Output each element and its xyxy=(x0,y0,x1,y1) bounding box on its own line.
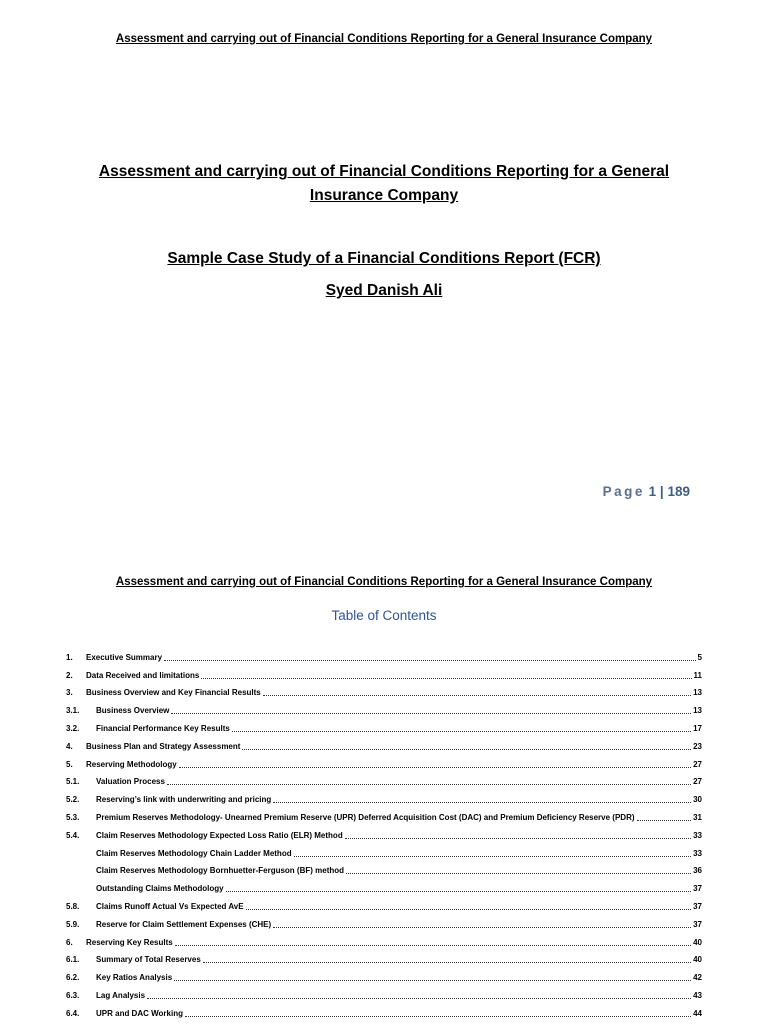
toc-entry[interactable] xyxy=(66,771,702,789)
toc-dot-leader xyxy=(201,678,691,679)
toc-entry-page: 43 xyxy=(693,990,702,1000)
toc-entry-number: 6.2. xyxy=(66,973,80,983)
toc-entry-page: 31 xyxy=(693,812,702,822)
toc-entry-title: Reserve for Claim Settlement Expenses (CHE) xyxy=(96,919,272,929)
toc-entry-title: Data Received and limitations xyxy=(86,670,200,680)
toc-dot-leader xyxy=(273,927,691,928)
toc-dot-leader xyxy=(179,767,691,768)
toc-entry[interactable] xyxy=(66,646,702,664)
toc-entry-page: 17 xyxy=(693,723,702,733)
page-number xyxy=(560,484,690,499)
toc-entry-title: UPR and DAC Working xyxy=(96,1008,183,1018)
toc-title: Table of Contents xyxy=(331,608,437,623)
toc-entry-page: 37 xyxy=(693,884,702,894)
toc-entry-number: 5.8. xyxy=(66,901,80,911)
running-header-2: Assessment and carrying out of Financial Conditions Reporting for a General Insurance Company xyxy=(115,576,653,588)
toc-entry-page: 11 xyxy=(693,670,702,680)
toc-entry[interactable] xyxy=(66,753,702,771)
toc-entry-number: 3. xyxy=(66,688,73,698)
toc-entry-title: Premium Reserves Methodology- Unearned Premium Reserve (UPR) Deferred Acquisition Cost (DAC) and Premium Deficiency Reserve (PDR) xyxy=(96,812,635,822)
toc-entry-number: 6.3. xyxy=(66,990,80,1000)
toc-entry-page: 44 xyxy=(693,1008,702,1018)
toc-dot-leader xyxy=(273,802,691,803)
toc-entry-number: 5.9. xyxy=(66,919,80,929)
toc-entry[interactable] xyxy=(66,860,702,878)
toc-entry[interactable] xyxy=(66,949,702,967)
toc-entry-title: Reserving Key Results xyxy=(86,937,173,947)
toc-entry-title: Business Overview xyxy=(96,706,170,716)
document-subtitle: Sample Case Study of a Financial Conditions Report (FCR) xyxy=(167,250,601,267)
toc-entry[interactable] xyxy=(66,842,702,860)
toc-entry-number: 5.3. xyxy=(66,812,80,822)
toc-entry[interactable] xyxy=(66,931,702,949)
toc-entry[interactable] xyxy=(66,788,702,806)
toc-dot-leader xyxy=(294,856,692,857)
toc-entry[interactable] xyxy=(66,806,702,824)
toc-entry-page: 33 xyxy=(693,830,702,840)
toc-entry-number: 5.4. xyxy=(66,830,80,840)
document-title xyxy=(60,160,708,208)
toc-dot-leader xyxy=(203,962,691,963)
toc-entry-number: 6. xyxy=(66,937,73,947)
author-name: Syed Danish Ali xyxy=(325,282,443,299)
toc-dot-leader xyxy=(263,695,691,696)
toc-entry-page: 33 xyxy=(693,848,702,858)
toc-entry-title: Claim Reserves Methodology Expected Loss Ratio (ELR) Method xyxy=(96,830,343,840)
toc-entry-page: 13 xyxy=(693,688,702,698)
toc-entry[interactable] xyxy=(66,913,702,931)
toc-entry-page: 37 xyxy=(693,919,702,929)
toc-entry-page: 27 xyxy=(693,759,702,769)
toc-entry[interactable] xyxy=(66,824,702,842)
table-of-contents xyxy=(66,646,702,1020)
toc-entry-number: 5.2. xyxy=(66,795,80,805)
toc-entry-title: Business Overview and Key Financial Results xyxy=(86,688,261,698)
toc-entry-title: Valuation Process xyxy=(96,777,165,787)
toc-entry-page: 40 xyxy=(693,955,702,965)
toc-entry[interactable] xyxy=(66,1002,702,1020)
toc-entry-title: Claim Reserves Methodology Chain Ladder Method xyxy=(96,848,292,858)
toc-entry[interactable] xyxy=(66,682,702,700)
page-total: 189 xyxy=(667,484,690,499)
toc-entry-page: 40 xyxy=(693,937,702,947)
toc-entry-page: 42 xyxy=(693,973,702,983)
toc-entry-title: Executive Summary xyxy=(86,652,163,662)
toc-entry-number: 6.1. xyxy=(66,955,80,965)
toc-entry[interactable] xyxy=(66,735,702,753)
toc-dot-leader xyxy=(175,945,691,946)
running-header: Assessment and carrying out of Financial Conditions Reporting for a General Insurance Company xyxy=(115,33,653,45)
toc-entry-title: Claim Reserves Methodology Bornhuetter-Ferguson (BF) method xyxy=(96,866,345,876)
toc-dot-leader xyxy=(246,909,692,910)
toc-dot-leader xyxy=(174,980,691,981)
toc-entry-page: 5 xyxy=(697,652,702,662)
toc-dot-leader xyxy=(232,731,691,732)
toc-dot-leader xyxy=(242,749,691,750)
toc-dot-leader xyxy=(345,838,691,839)
toc-dot-leader xyxy=(637,820,692,821)
toc-entry-page: 13 xyxy=(693,706,702,716)
toc-entry-number: 2. xyxy=(66,670,73,680)
toc-entry-page: 27 xyxy=(693,777,702,787)
toc-dot-leader xyxy=(147,998,691,999)
toc-entry-title: Outstanding Claims Methodology xyxy=(96,884,224,894)
toc-entry-title: Lag Analysis xyxy=(96,990,146,1000)
toc-dot-leader xyxy=(171,713,691,714)
toc-dot-leader xyxy=(226,891,692,892)
toc-entry-title: Reserving Methodology xyxy=(86,759,177,769)
toc-entry-page: 23 xyxy=(693,741,702,751)
toc-entry-page: 37 xyxy=(693,901,702,911)
toc-entry-title: Claims Runoff Actual Vs Expected AvE xyxy=(96,901,244,911)
toc-entry[interactable] xyxy=(66,717,702,735)
toc-entry[interactable] xyxy=(66,984,702,1002)
title-line-2: Insurance Company xyxy=(309,187,459,204)
toc-entry-page: 36 xyxy=(693,866,702,876)
toc-entry-title: Business Plan and Strategy Assessment xyxy=(86,741,241,751)
toc-entry-number: 3.2. xyxy=(66,723,80,733)
toc-entry-number: 5. xyxy=(66,759,73,769)
toc-entry-title: Key Ratios Analysis xyxy=(96,973,173,983)
page-separator: | xyxy=(659,484,664,499)
toc-entry-number: 3.1. xyxy=(66,706,80,716)
toc-entry[interactable] xyxy=(66,699,702,717)
toc-entry-number: 5.1. xyxy=(66,777,80,787)
page-current: 1 xyxy=(648,484,657,499)
toc-entry-title: Reserving’s link with underwriting and pricing xyxy=(96,795,272,805)
page-label: Page xyxy=(602,484,645,499)
toc-entry[interactable] xyxy=(66,895,702,913)
toc-dot-leader xyxy=(346,873,691,874)
toc-dot-leader xyxy=(167,784,691,785)
toc-entry-title: Financial Performance Key Results xyxy=(96,723,230,733)
toc-entry-title: Summary of Total Reserves xyxy=(96,955,201,965)
toc-dot-leader xyxy=(164,660,696,661)
toc-entry-page: 30 xyxy=(693,795,702,805)
toc-dot-leader xyxy=(185,1016,691,1017)
toc-entry[interactable] xyxy=(66,966,702,984)
toc-entry-number: 1. xyxy=(66,652,73,662)
title-line-1: Assessment and carrying out of Financial Conditions Reporting for a General xyxy=(98,163,670,180)
toc-entry-number: 4. xyxy=(66,741,73,751)
toc-entry[interactable] xyxy=(66,877,702,895)
toc-entry-number: 6.4. xyxy=(66,1008,80,1018)
toc-entry[interactable] xyxy=(66,664,702,682)
